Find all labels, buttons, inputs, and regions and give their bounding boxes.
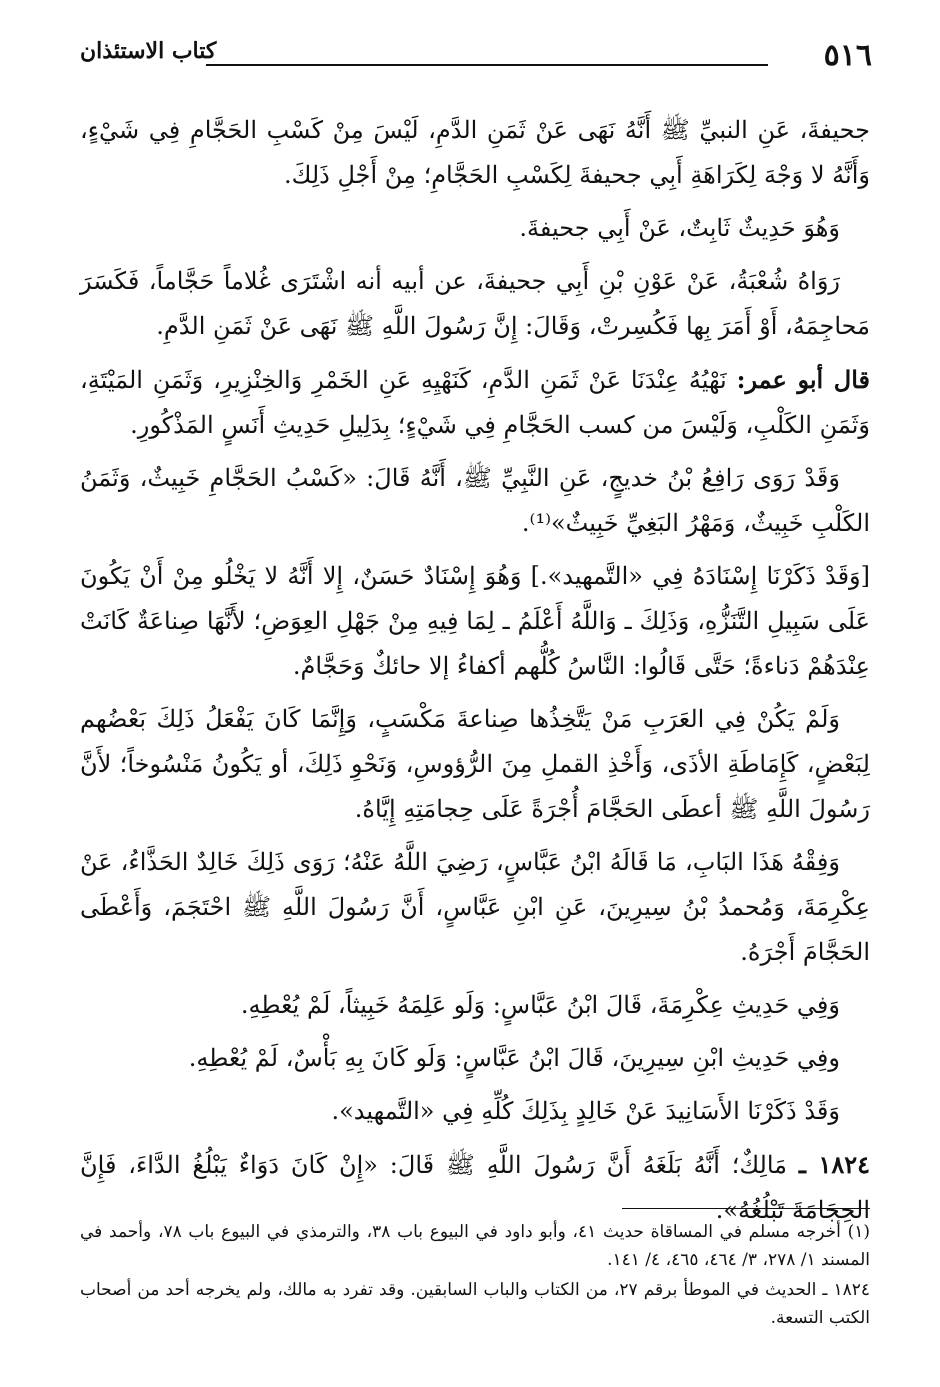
paragraph: [80, 259, 870, 349]
speaker-label: قال أبو عمر:: [736, 365, 870, 394]
paragraph-text: جحيفةَ، عَنِ النبيِّ ﷺ أَنَّهُ نَهَى عَنْ ثَمَنِ الدَّمِ، لَيْسَ مِنْ كَسْبِ الحَجَّامِ فِي شَيْءٍ، وَأَنَّهُ لا وَجْهَ لِكَرَاهَةِ أَبِي جحيفةَ لِكَسْبِ الحَجَّامِ؛ مِنْ أَجْلِ ذَلِكَ.: [80, 116, 870, 189]
main-text: [80, 108, 870, 1241]
paragraph-text: وَلَمْ يَكُنْ فِي العَرَبِ مَنْ يَتَّخِذُها صِناعةَ مَكْسَبٍ، وَإِنَّمَا كَانَ يَفْعَلُ ذَلِكَ بَعْضُهم لِبَعْضٍ، كَإِمَاطَةِ الأذَى، وَأَخْذِ القملِ مِنَ الرُّؤوسِ، وَنَحْوِ ذَلِكَ، أو يَكُونُ مَنْسُوخاً؛ لأَنَّ رَسُولَ اللَّهِ ﷺ أعطَى الحَجَّامَ أُجْرَةً عَلَى حِجامَتِهِ إِيَّاهُ.: [80, 705, 870, 823]
header-rule: [206, 64, 768, 66]
paragraph-text: وَقَدْ ذَكَرْنَا الأَسَانِيدَ عَنْ خَالِدٍ بِذَلِكَ كُلِّهِ فِي «التَّمهيد».: [331, 1097, 840, 1125]
paragraph: [80, 840, 870, 975]
hadith-number: ١٨٢٤ ـ: [798, 1150, 870, 1179]
paragraph-text: وفِي حَدِيثِ ابْنِ سِيرِينَ، قَالَ ابْنُ عَبَّاسٍ: وَلَو كَانَ بِهِ بَأْسٌ، لَمْ يُعْطِهِ.: [188, 1044, 840, 1072]
paragraph-text: رَوَاهُ شُعْبَةُ، عَنْ عَوْنِ بْنِ أَبِي جحيفةَ، عن أبيه أنه اشْتَرَى غُلاماً حَجَّاماً، فَكَسَرَ مَحاجِمَهُ، أَوْ أَمَرَ بِها فَكُسِرتْ، وَقَالَ: إِنَّ رَسُولَ اللَّهِ ﷺ نَهَى عَنْ ثَمَنِ الدَّمِ.: [80, 267, 870, 340]
paragraph: [80, 983, 870, 1028]
paragraph-text: مَالِكٌ؛ أَنَّهُ بَلَغَهُ أَنَّ رَسُولَ اللَّهِ ﷺ قَالَ: «إِنْ كَانَ دَوَاءٌ يَبْلُغُ الدَّاءَ، فَإِنَّ الحِجَامَةَ تَبْلُغُهُ».: [80, 1151, 870, 1224]
page-number: ٥١٦: [823, 38, 872, 73]
paragraph-text: وَفِي حَدِيثِ عِكْرِمَةَ، قَالَ ابْنُ عَبَّاسٍ: وَلَو عَلِمَهُ خَبِيثاً، لَمْ يُعْطِهِ.: [240, 991, 840, 1019]
paragraph: [80, 206, 870, 251]
paragraph: [80, 697, 870, 832]
footnote: ١٨٢٤ ـ الحديث في الموطأ برقم ٢٧، من الكتاب والباب السابقين. وقد تفرد به مالك، ولم يخرجه أحد من أصحاب الكتب التسعة.: [80, 1280, 871, 1328]
paragraph: [80, 554, 870, 689]
paragraph-text: وَفِقْهُ هَذَا البَابِ، مَا قَالَهُ ابْنُ عَبَّاسٍ، رَضِيَ اللَّهُ عَنْهُ؛ رَوَى ذَلِكَ خَالِدٌ الحَذَّاءُ، عَنْ عِكْرِمَةَ، وَمُحمدُ بْنُ سِيرِينَ، عَنِ ابْنِ عَبَّاسٍ، أَنَّ رَسُولَ اللَّهِ ﷺ احْتَجَمَ، وَأَعْطَى الحَجَّامَ أَجْرَهُ.: [80, 848, 870, 966]
paragraph: [80, 1089, 870, 1134]
paragraph-text: نَهْيُهُ عِنْدَنَا عَنْ ثَمَنِ الدَّمِ، كَنَهْيِهِ عَنِ الخَمْرِ وَالخِنْزِيرِ، وَثَمَنِ المَيْتَةِ، وَثَمَنِ الكَلْبِ، وَلَيْسَ من كسب الحَجَّامِ فِي شَيْءٍ؛ بِدَلِيلِ حَدِيثِ أَنَسٍ المَذْكُورِ.: [80, 366, 870, 439]
footnotes: [80, 1218, 870, 1334]
paragraph: [80, 456, 870, 546]
running-title: كتاب الاستئذان: [80, 38, 217, 64]
footnote-rule: [622, 1208, 870, 1209]
paragraph-text: وَقَدْ رَوَى رَافِعُ بْنُ خديجٍ، عَنِ النَّبِيِّ ﷺ، أَنَّهُ قَالَ: «كَسْبُ الحَجَّامِ خَبِيثٌ، وَثَمَنُ الكَلْبِ خَبِيثٌ، وَمَهْرُ البَغِيِّ خَبِيثٌ»⁽¹⁾.: [80, 464, 870, 537]
paragraph: [80, 1036, 870, 1081]
page-header: [80, 28, 872, 72]
paragraph-text: وَهُوَ حَدِيثٌ ثَابِتٌ، عَنْ أَبِي جحيفةَ.: [519, 214, 840, 242]
paragraph-text: [وَقَدْ ذَكَرْنَا إِسْنَادَهُ فِي «التَّمهيد».] وَهُوَ إِسْنَادٌ حَسَنٌ، إِلا أَنَّهُ لا يَخْلُو مِنْ أَنْ يَكُونَ عَلَى سَبِيلِ التَّنَزُّهِ، وَذَلِكَ ـ وَاللَّهُ أَعْلَمُ ـ لِمَا فِيهِ مِنْ جَهْلِ العِوَضِ؛ لأَنَّهَا صِناعَةٌ كَانَتْ عِنْدَهُمْ دَناءةً؛ حَتَّى قَالُوا: النَّاسُ كُلُّهم أكفاءُ إلا حائكٌ وَحَجَّامٌ.: [80, 562, 870, 680]
paragraph: [80, 108, 870, 198]
footnote: (١) أخرجه مسلم في المساقاة حديث ٤١، وأبو داود في البيوع باب ٣٨، والترمذي في البيوع باب ٧٨، وأحمد في المسند ١/ ٢٧٨، ٣/ ٤٦٤، ٤٦٥، ٤/ ١٤١.: [80, 1222, 870, 1270]
paragraph: [80, 357, 870, 448]
